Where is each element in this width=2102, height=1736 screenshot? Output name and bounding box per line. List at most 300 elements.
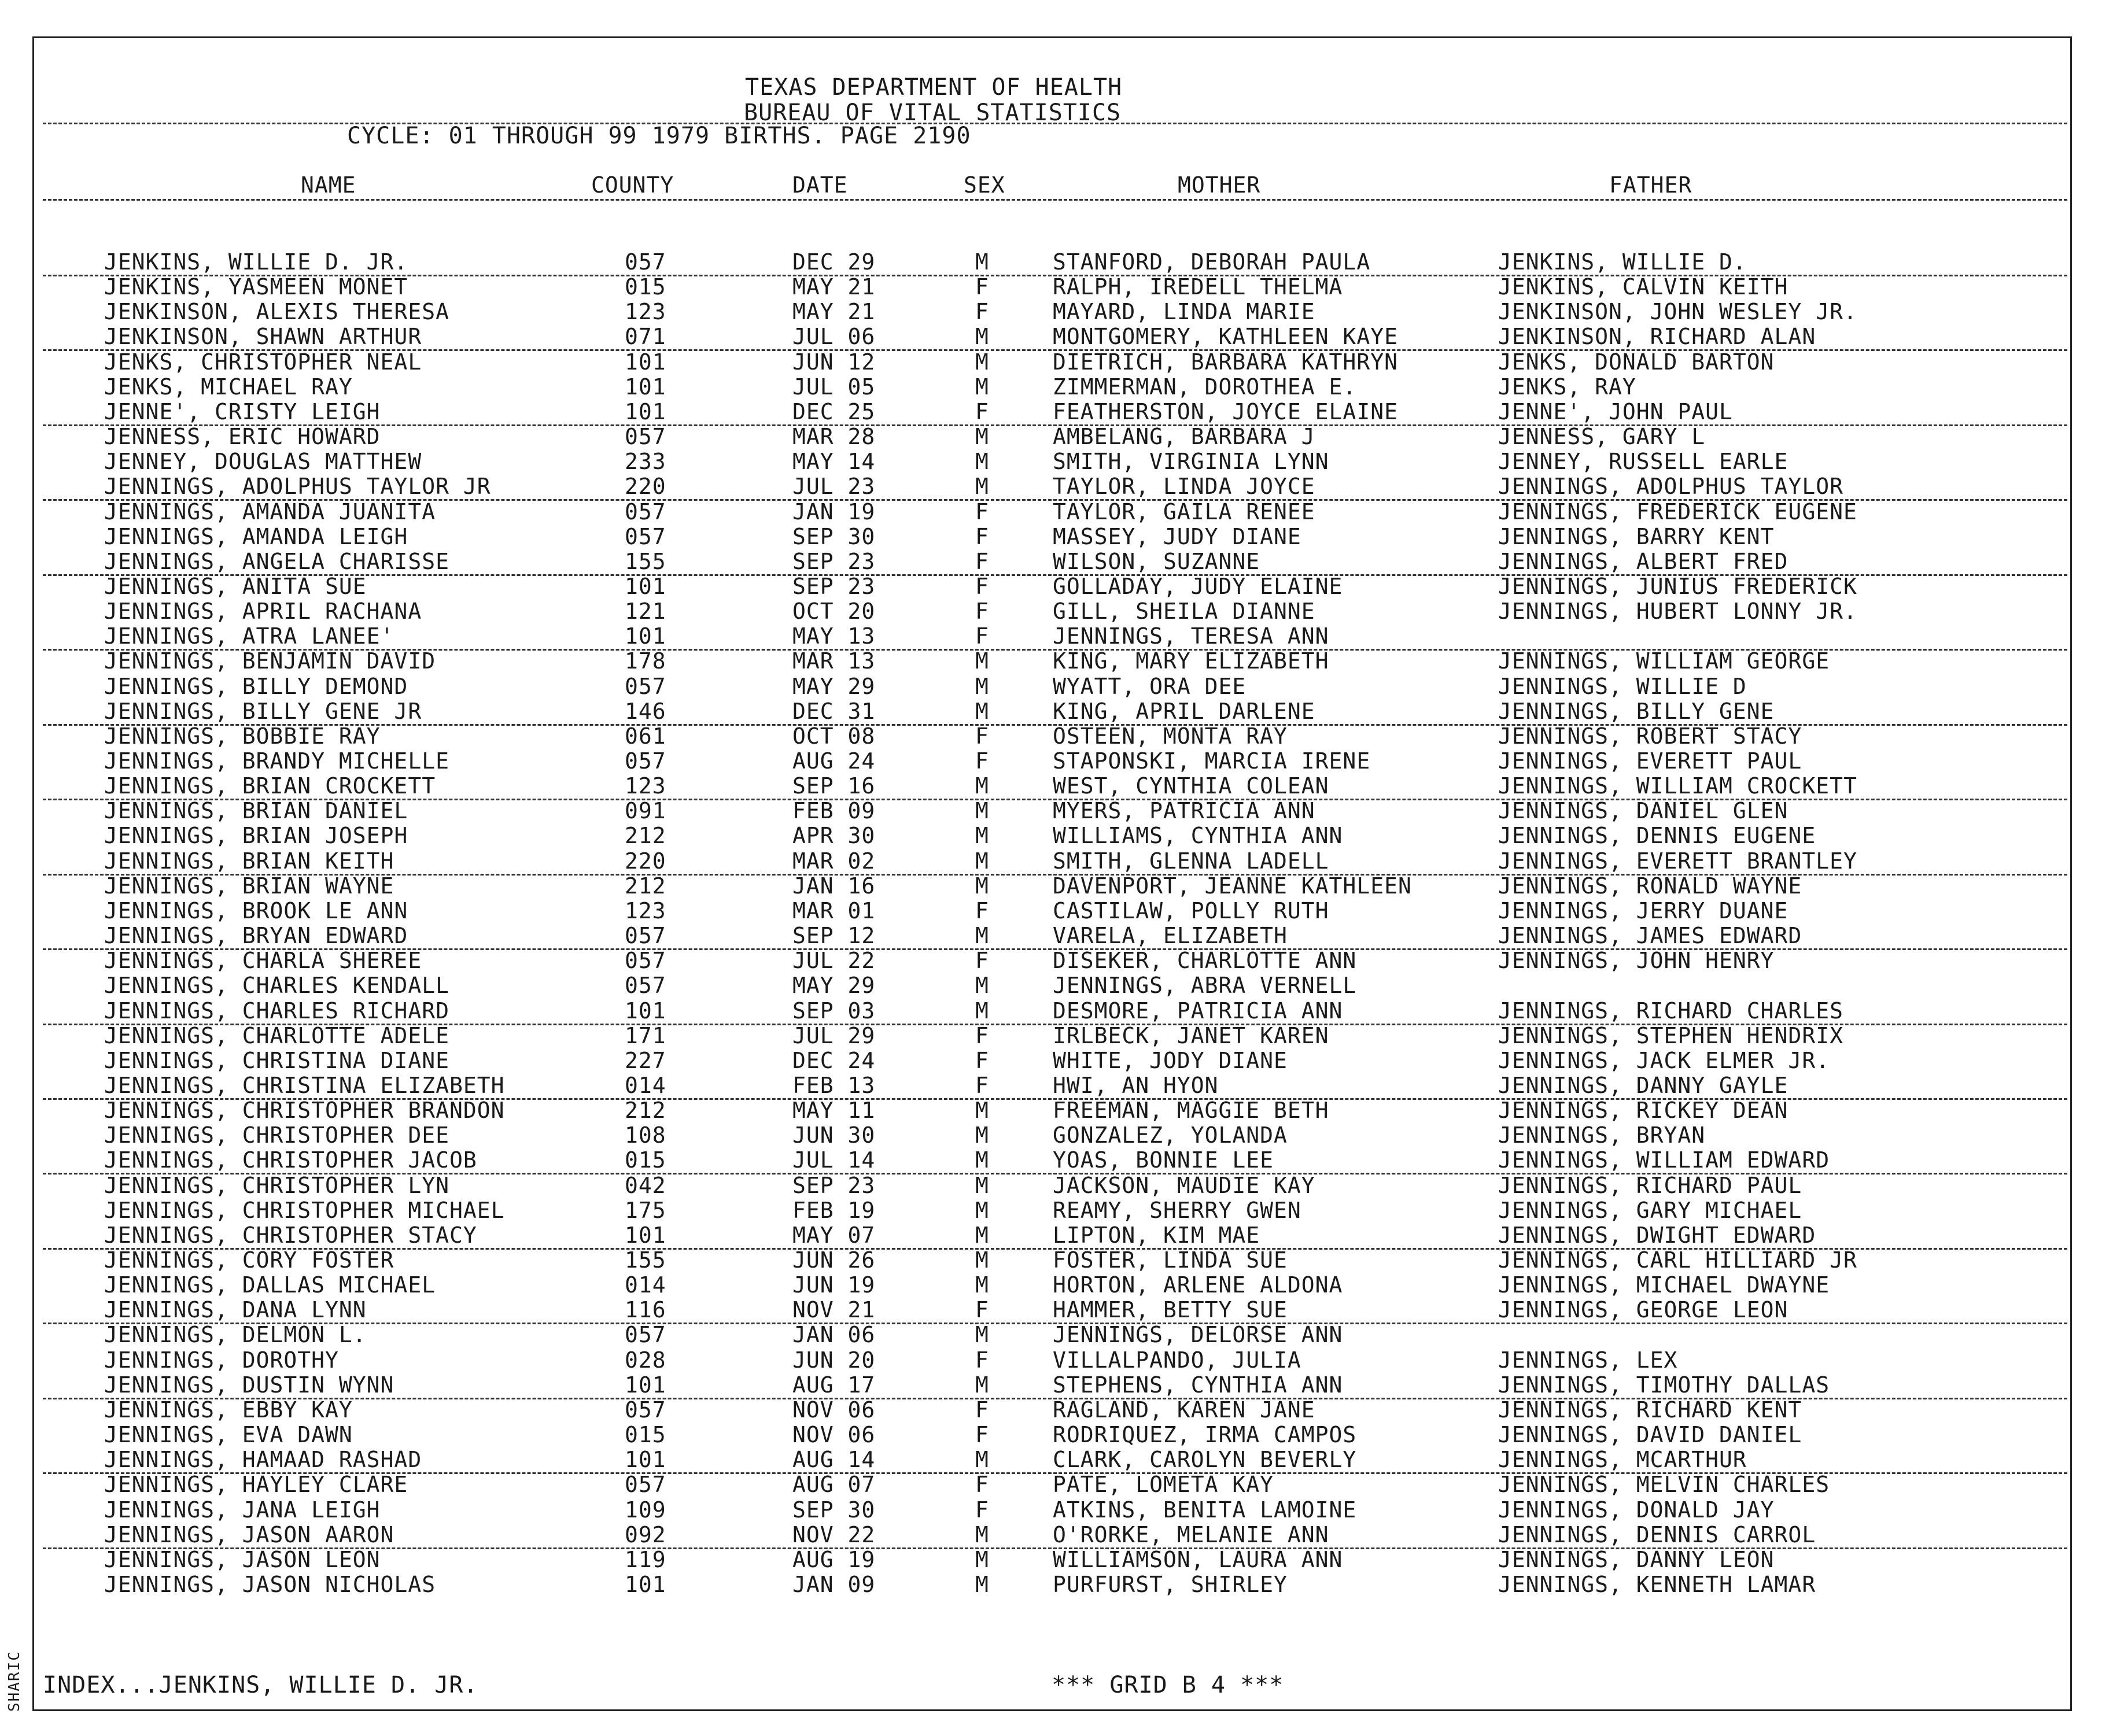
column-header-name: NAME: [301, 172, 356, 198]
record-county: 101: [625, 374, 666, 400]
record-sex: M: [975, 1198, 989, 1223]
record-date: JUL 22: [792, 948, 876, 973]
record-name: JENKS, MICHAEL RAY: [104, 374, 353, 400]
record-father: JENNINGS, JACK ELMER JR.: [1498, 1048, 1830, 1073]
column-header-rule: [43, 199, 2067, 201]
record-date: JAN 09: [792, 1572, 876, 1597]
record-sex: M: [975, 1447, 989, 1472]
record-county: 175: [625, 1198, 666, 1223]
record-sex: F: [975, 549, 989, 574]
record-name: JENNINGS, JASON AARON: [104, 1522, 394, 1547]
record-sex: M: [975, 1222, 989, 1248]
record-county: 057: [625, 973, 666, 998]
record-name: JENNINGS, CHRISTINA ELIZABETH: [104, 1073, 505, 1098]
record-name: JENNINGS, BRIAN CROCKETT: [104, 773, 436, 799]
record-sex: F: [975, 1297, 989, 1323]
record-date: SEP 03: [792, 998, 876, 1024]
record-mother: CASTILAW, POLLY RUTH: [1053, 898, 1329, 924]
record-date: JUN 26: [792, 1247, 876, 1273]
record-name: JENNINGS, BRANDY MICHELLE: [104, 748, 449, 774]
footer-grid-ref: *** GRID B 4 ***: [1052, 1672, 1284, 1698]
record-mother: MONTGOMERY, KATHLEEN KAYE: [1053, 324, 1398, 349]
record-date: MAR 01: [792, 898, 876, 924]
record-father: JENKINSON, JOHN WESLEY JR.: [1498, 299, 1857, 324]
record-row: [43, 250, 2067, 276]
record-sex: M: [975, 674, 989, 699]
record-name: JENNINGS, BILLY DEMOND: [104, 674, 408, 699]
record-mother: GILL, SHEILA DIANNE: [1053, 599, 1315, 624]
record-father: JENNINGS, CARL HILLIARD JR: [1498, 1247, 1857, 1273]
record-sex: F: [975, 1048, 989, 1073]
record-county: 101: [625, 1372, 666, 1398]
record-county: 057: [625, 249, 666, 275]
record-sex: F: [975, 748, 989, 774]
record-father: JENNINGS, RICHARD PAUL: [1498, 1173, 1802, 1198]
record-mother: ATKINS, BENITA LAMOINE: [1053, 1497, 1357, 1523]
record-date: FEB 19: [792, 1198, 876, 1223]
record-father: JENNINGS, DANIEL GLEN: [1498, 798, 1788, 823]
record-county: 057: [625, 1397, 666, 1423]
record-date: SEP 16: [792, 773, 876, 799]
record-county: 057: [625, 1322, 666, 1347]
record-name: JENKINS, WILLIE D. JR.: [104, 249, 408, 275]
record-county: 212: [625, 1098, 666, 1123]
record-name: JENNINGS, AMANDA LEIGH: [104, 524, 408, 549]
record-row: [43, 624, 2067, 651]
record-row: [0, 1323, 2102, 1347]
record-sex: M: [975, 449, 989, 474]
record-name: JENNINGS, ANGELA CHARISSE: [104, 549, 449, 574]
record-mother: ZIMMERMAN, DOROTHEA E.: [1053, 374, 1357, 400]
record-county: 057: [625, 674, 666, 699]
record-name: JENNINGS, ADOLPHUS TAYLOR JR: [104, 474, 491, 499]
agency-title: TEXAS DEPARTMENT OF HEALTH: [745, 74, 1123, 101]
record-row: [0, 1273, 2102, 1298]
record-mother: IRLBECK, JANET KAREN: [1053, 1023, 1329, 1048]
record-father: JENNINGS, RONALD WAYNE: [1498, 873, 1802, 899]
record-row: [0, 724, 2102, 749]
record-name: JENNINGS, CHRISTINA DIANE: [104, 1048, 449, 1073]
record-mother: WILLIAMS, CYNTHIA ANN: [1053, 823, 1343, 848]
record-row: [0, 749, 2102, 774]
record-sex: M: [975, 823, 989, 848]
record-row: [0, 1123, 2102, 1148]
record-row: [43, 849, 2067, 876]
record-sex: M: [975, 1098, 989, 1123]
record-row: [0, 948, 2102, 973]
record-sex: F: [975, 898, 989, 924]
record-father: JENNEY, RUSSELL EARLE: [1498, 449, 1788, 474]
record-sex: F: [975, 574, 989, 599]
record-father: JENNINGS, DAVID DANIEL: [1498, 1422, 1802, 1447]
record-row: [43, 1223, 2067, 1250]
record-sex: M: [975, 474, 989, 499]
record-mother: FEATHERSTON, JOYCE ELAINE: [1053, 399, 1398, 424]
record-county: 171: [625, 1023, 666, 1048]
record-date: MAY 21: [792, 274, 876, 300]
record-date: JUN 12: [792, 349, 876, 375]
record-date: JUL 23: [792, 474, 876, 499]
record-row: [0, 1098, 2102, 1123]
record-name: JENNINGS, CHRISTOPHER MICHAEL: [104, 1198, 505, 1223]
record-father: JENNINGS, ALBERT FRED: [1498, 549, 1788, 574]
record-mother: STEPHENS, CYNTHIA ANN: [1053, 1372, 1343, 1398]
record-county: 028: [625, 1347, 666, 1373]
record-date: NOV 21: [792, 1297, 876, 1323]
record-sex: M: [975, 1522, 989, 1547]
record-sex: F: [975, 299, 989, 324]
record-name: JENKINS, YASMEEN MONET: [104, 274, 408, 300]
record-date: SEP 23: [792, 574, 876, 599]
record-mother: MAYARD, LINDA MARIE: [1053, 299, 1315, 324]
record-mother: SMITH, GLENNA LADELL: [1053, 848, 1329, 874]
record-name: JENNINGS, APRIL RACHANA: [104, 599, 422, 624]
record-name: JENNINGS, CORY FOSTER: [104, 1247, 394, 1273]
record-county: 057: [625, 923, 666, 948]
record-mother: HORTON, ARLENE ALDONA: [1053, 1272, 1343, 1298]
record-date: OCT 20: [792, 599, 876, 624]
record-sex: M: [975, 1372, 989, 1398]
record-row: [0, 1398, 2102, 1423]
record-father: JENNINGS, WILLIE D: [1498, 674, 1747, 699]
record-county: 014: [625, 1272, 666, 1298]
record-date: SEP 23: [792, 549, 876, 574]
column-header-county: COUNTY: [591, 172, 674, 198]
record-sex: F: [975, 1347, 989, 1373]
record-row: [0, 799, 2102, 823]
record-row: [0, 500, 2102, 525]
record-father: JENNINGS, KENNETH LAMAR: [1498, 1572, 1816, 1597]
record-mother: FREEMAN, MAGGIE BETH: [1053, 1098, 1329, 1123]
column-header-date: DATE: [792, 172, 848, 198]
record-row: [0, 275, 2102, 300]
record-row: [43, 924, 2067, 950]
record-row: [0, 300, 2102, 324]
record-date: AUG 19: [792, 1547, 876, 1572]
record-date: MAR 02: [792, 848, 876, 874]
record-county: 123: [625, 898, 666, 924]
record-row: [43, 999, 2067, 1025]
record-father: JENNINGS, GEORGE LEON: [1498, 1297, 1788, 1323]
record-name: JENNINGS, CHARLOTTE ADELE: [104, 1023, 449, 1048]
record-mother: RALPH, IREDELL THELMA: [1053, 274, 1343, 300]
record-row: [0, 1348, 2102, 1373]
record-name: JENNINGS, BOBBIE RAY: [104, 723, 381, 749]
record-row: [0, 1547, 2102, 1572]
record-date: SEP 12: [792, 923, 876, 948]
record-county: 014: [625, 1073, 666, 1098]
record-row: [0, 350, 2102, 375]
record-sex: F: [975, 948, 989, 973]
record-name: JENNINGS, CHARLES RICHARD: [104, 998, 449, 1024]
record-date: JAN 19: [792, 499, 876, 525]
record-mother: KING, MARY ELIZABETH: [1053, 648, 1329, 674]
record-father: JENNINGS, MCARTHUR: [1498, 1447, 1747, 1472]
record-county: 101: [625, 349, 666, 375]
record-name: JENNINGS, CHRISTOPHER STACY: [104, 1222, 477, 1248]
record-name: JENNINGS, CHARLES KENDALL: [104, 973, 449, 998]
record-sex: F: [975, 599, 989, 624]
column-header-father: FATHER: [1609, 172, 1692, 198]
bureau-title: BUREAU OF VITAL STATISTICS: [744, 99, 1122, 126]
record-mother: JENNINGS, DELORSE ANN: [1053, 1322, 1343, 1347]
record-county: 042: [625, 1173, 666, 1198]
record-name: JENKINSON, ALEXIS THERESA: [104, 299, 449, 324]
record-name: JENNINGS, JANA LEIGH: [104, 1497, 381, 1523]
record-name: JENNINGS, BRIAN KEITH: [104, 848, 394, 874]
record-name: JENNINGS, HAMAAD RASHAD: [104, 1447, 422, 1472]
record-mother: DIETRICH, BARBARA KATHRYN: [1053, 349, 1398, 375]
record-date: NOV 22: [792, 1522, 876, 1547]
record-county: 101: [625, 623, 666, 649]
record-name: JENNINGS, BRIAN DANIEL: [104, 798, 408, 823]
record-name: JENNINGS, DUSTIN WYNN: [104, 1372, 394, 1398]
record-row: [43, 549, 2067, 576]
record-name: JENNINGS, BRIAN WAYNE: [104, 873, 394, 899]
record-date: MAY 29: [792, 973, 876, 998]
record-sex: M: [975, 1322, 989, 1347]
record-date: DEC 29: [792, 249, 876, 275]
record-father: JENNINGS, DWIGHT EDWARD: [1498, 1222, 1816, 1248]
record-name: JENNINGS, DOROTHY: [104, 1347, 339, 1373]
record-county: 116: [625, 1297, 666, 1323]
record-sex: M: [975, 424, 989, 449]
record-row: [43, 774, 2067, 800]
record-row: [0, 823, 2102, 848]
record-father: JENNINGS, WILLIAM GEORGE: [1498, 648, 1830, 674]
record-sex: M: [975, 699, 989, 724]
record-mother: WILSON, SUZANNE: [1053, 549, 1260, 574]
record-county: 101: [625, 574, 666, 599]
record-sex: M: [975, 1147, 989, 1173]
record-sex: M: [975, 374, 989, 400]
record-mother: JACKSON, MAUDIE KAY: [1053, 1173, 1315, 1198]
record-father: JENNINGS, BARRY KENT: [1498, 524, 1775, 549]
record-mother: STANFORD, DEBORAH PAULA: [1053, 249, 1371, 275]
record-name: JENNE', CRISTY LEIGH: [104, 399, 381, 424]
record-date: AUG 17: [792, 1372, 876, 1398]
record-name: JENNINGS, JASON NICHOLAS: [104, 1572, 436, 1597]
record-date: OCT 08: [792, 723, 876, 749]
record-father: JENNINGS, DONALD JAY: [1498, 1497, 1775, 1523]
record-county: 212: [625, 873, 666, 899]
record-sex: M: [975, 973, 989, 998]
record-row: [43, 1523, 2067, 1549]
record-row: [0, 874, 2102, 899]
record-row: [43, 1447, 2067, 1474]
record-father: JENNINGS, RICKEY DEAN: [1498, 1098, 1788, 1123]
record-date: NOV 06: [792, 1397, 876, 1423]
record-mother: JENNINGS, TERESA ANN: [1053, 623, 1329, 649]
record-row: [43, 324, 2067, 351]
record-mother: WEST, CYNTHIA COLEAN: [1053, 773, 1329, 799]
record-name: JENKINSON, SHAWN ARTHUR: [104, 324, 422, 349]
record-father: JENNINGS, EVERETT PAUL: [1498, 748, 1802, 774]
record-name: JENNINGS, BILLY GENE JR: [104, 699, 422, 724]
record-county: 101: [625, 1447, 666, 1472]
record-county: 146: [625, 699, 666, 724]
record-mother: O'RORKE, MELANIE ANN: [1053, 1522, 1329, 1547]
side-label: SHARIC: [6, 1650, 23, 1712]
record-county: 220: [625, 848, 666, 874]
record-row: [0, 449, 2102, 474]
record-date: JUL 29: [792, 1023, 876, 1048]
record-county: 071: [625, 324, 666, 349]
record-row: [0, 1048, 2102, 1073]
record-row: [0, 599, 2102, 624]
record-date: JUN 20: [792, 1347, 876, 1373]
record-name: JENNINGS, JASON LEON: [104, 1547, 381, 1572]
record-sex: M: [975, 1173, 989, 1198]
record-name: JENNINGS, CHARLA SHEREE: [104, 948, 422, 973]
record-mother: PURFURST, SHIRLEY: [1053, 1572, 1288, 1597]
record-mother: GOLLADAY, JUDY ELAINE: [1053, 574, 1343, 599]
record-row: [43, 474, 2067, 501]
record-row: [0, 375, 2102, 400]
record-row: [0, 674, 2102, 699]
footer-index: INDEX...JENKINS, WILLIE D. JR.: [43, 1672, 478, 1698]
record-date: SEP 30: [792, 1497, 876, 1523]
record-date: SEP 30: [792, 524, 876, 549]
record-sex: M: [975, 1122, 989, 1148]
record-row: [43, 1298, 2067, 1324]
record-date: MAY 21: [792, 299, 876, 324]
record-row: [0, 1173, 2102, 1198]
record-mother: PATE, LOMETA KAY: [1053, 1472, 1274, 1497]
column-header-sex: SEX: [964, 172, 1005, 198]
record-row: [43, 1373, 2067, 1399]
record-mother: VARELA, ELIZABETH: [1053, 923, 1288, 948]
column-header-mother: MOTHER: [1178, 172, 1261, 198]
record-date: MAY 11: [792, 1098, 876, 1123]
record-date: JUL 06: [792, 324, 876, 349]
record-county: 057: [625, 1472, 666, 1497]
record-county: 101: [625, 1222, 666, 1248]
header-rule: [43, 123, 2067, 124]
record-mother: YOAS, BONNIE LEE: [1053, 1147, 1274, 1173]
record-father: JENNINGS, JOHN HENRY: [1498, 948, 1775, 973]
record-name: JENNINGS, CHRISTOPHER DEE: [104, 1122, 449, 1148]
record-father: JENNINGS, GARY MICHAEL: [1498, 1198, 1802, 1223]
record-sex: F: [975, 399, 989, 424]
record-name: JENNINGS, EVA DAWN: [104, 1422, 353, 1447]
record-mother: TAYLOR, LINDA JOYCE: [1053, 474, 1315, 499]
record-sex: F: [975, 723, 989, 749]
record-name: JENNINGS, BENJAMIN DAVID: [104, 648, 436, 674]
record-name: JENNINGS, CHRISTOPHER JACOB: [104, 1147, 477, 1173]
record-county: 123: [625, 773, 666, 799]
record-mother: KING, APRIL DARLENE: [1053, 699, 1315, 724]
record-county: 101: [625, 998, 666, 1024]
record-sex: F: [975, 499, 989, 525]
record-father: JENNINGS, HUBERT LONNY JR.: [1498, 599, 1857, 624]
record-row: [43, 1073, 2067, 1100]
record-mother: WYATT, ORA DEE: [1053, 674, 1247, 699]
record-county: 212: [625, 823, 666, 848]
record-father: JENNINGS, BILLY GENE: [1498, 699, 1775, 724]
record-date: MAR 28: [792, 424, 876, 449]
record-date: MAY 29: [792, 674, 876, 699]
record-father: JENNINGS, ROBERT STACY: [1498, 723, 1802, 749]
record-mother: WILLIAMSON, LAURA ANN: [1053, 1547, 1343, 1572]
record-name: JENNINGS, BRIAN JOSEPH: [104, 823, 408, 848]
record-row: [0, 899, 2102, 924]
record-sex: F: [975, 1397, 989, 1423]
record-father: JENNINGS, DENNIS EUGENE: [1498, 823, 1816, 848]
record-sex: M: [975, 1272, 989, 1298]
record-sex: M: [975, 923, 989, 948]
record-sex: F: [975, 1497, 989, 1523]
record-mother: WHITE, JODY DIANE: [1053, 1048, 1288, 1073]
record-county: 057: [625, 424, 666, 449]
record-county: 057: [625, 524, 666, 549]
record-row: [0, 649, 2102, 674]
record-father: JENNINGS, FREDERICK EUGENE: [1498, 499, 1857, 525]
record-county: 057: [625, 948, 666, 973]
record-date: APR 30: [792, 823, 876, 848]
record-name: JENNINGS, HAYLEY CLARE: [104, 1472, 408, 1497]
record-sex: M: [975, 1547, 989, 1572]
record-county: 109: [625, 1497, 666, 1523]
record-sex: M: [975, 873, 989, 899]
record-father: JENNINGS, RICHARD CHARLES: [1498, 998, 1843, 1024]
record-county: 178: [625, 648, 666, 674]
record-mother: REAMY, SHERRY GWEN: [1053, 1198, 1301, 1223]
record-row: [0, 1423, 2102, 1447]
record-father: JENKINS, CALVIN KEITH: [1498, 274, 1788, 300]
record-county: 119: [625, 1547, 666, 1572]
record-date: MAY 07: [792, 1222, 876, 1248]
record-mother: DESMORE, PATRICIA ANN: [1053, 998, 1343, 1024]
record-date: JAN 16: [792, 873, 876, 899]
record-name: JENNESS, ERIC HOWARD: [104, 424, 381, 449]
record-mother: MASSEY, JUDY DIANE: [1053, 524, 1301, 549]
record-date: SEP 23: [792, 1173, 876, 1198]
record-row: [43, 699, 2067, 726]
record-date: JUN 19: [792, 1272, 876, 1298]
record-father: JENNINGS, DENNIS CARROL: [1498, 1522, 1816, 1547]
record-county: 061: [625, 723, 666, 749]
record-row: [0, 525, 2102, 549]
record-date: DEC 25: [792, 399, 876, 424]
record-date: JUN 30: [792, 1122, 876, 1148]
record-county: 057: [625, 748, 666, 774]
record-father: JENNE', JOHN PAUL: [1498, 399, 1733, 424]
record-father: JENNINGS, JERRY DUANE: [1498, 898, 1788, 924]
record-sex: M: [975, 1247, 989, 1273]
record-mother: HWI, AN HYON: [1053, 1073, 1219, 1098]
record-sex: M: [975, 773, 989, 799]
record-row: [0, 574, 2102, 599]
record-name: JENNINGS, CHRISTOPHER BRANDON: [104, 1098, 505, 1123]
record-father: JENNINGS, MICHAEL DWAYNE: [1498, 1272, 1830, 1298]
record-sex: M: [975, 648, 989, 674]
record-name: JENNINGS, BRYAN EDWARD: [104, 923, 408, 948]
record-row: [0, 1198, 2102, 1223]
record-row: [0, 1024, 2102, 1048]
record-father: JENNESS, GARY L: [1498, 424, 1706, 449]
record-row: [43, 400, 2067, 426]
record-row: [0, 973, 2102, 998]
record-father: JENNINGS, STEPHEN HENDRIX: [1498, 1023, 1843, 1048]
record-sex: F: [975, 1073, 989, 1098]
record-father: JENNINGS, MELVIN CHARLES: [1498, 1472, 1830, 1497]
record-father: JENNINGS, ADOLPHUS TAYLOR: [1498, 474, 1843, 499]
record-row: [43, 1148, 2067, 1174]
record-name: JENKS, CHRISTOPHER NEAL: [104, 349, 422, 375]
record-county: 092: [625, 1522, 666, 1547]
record-mother: LIPTON, KIM MAE: [1053, 1222, 1260, 1248]
